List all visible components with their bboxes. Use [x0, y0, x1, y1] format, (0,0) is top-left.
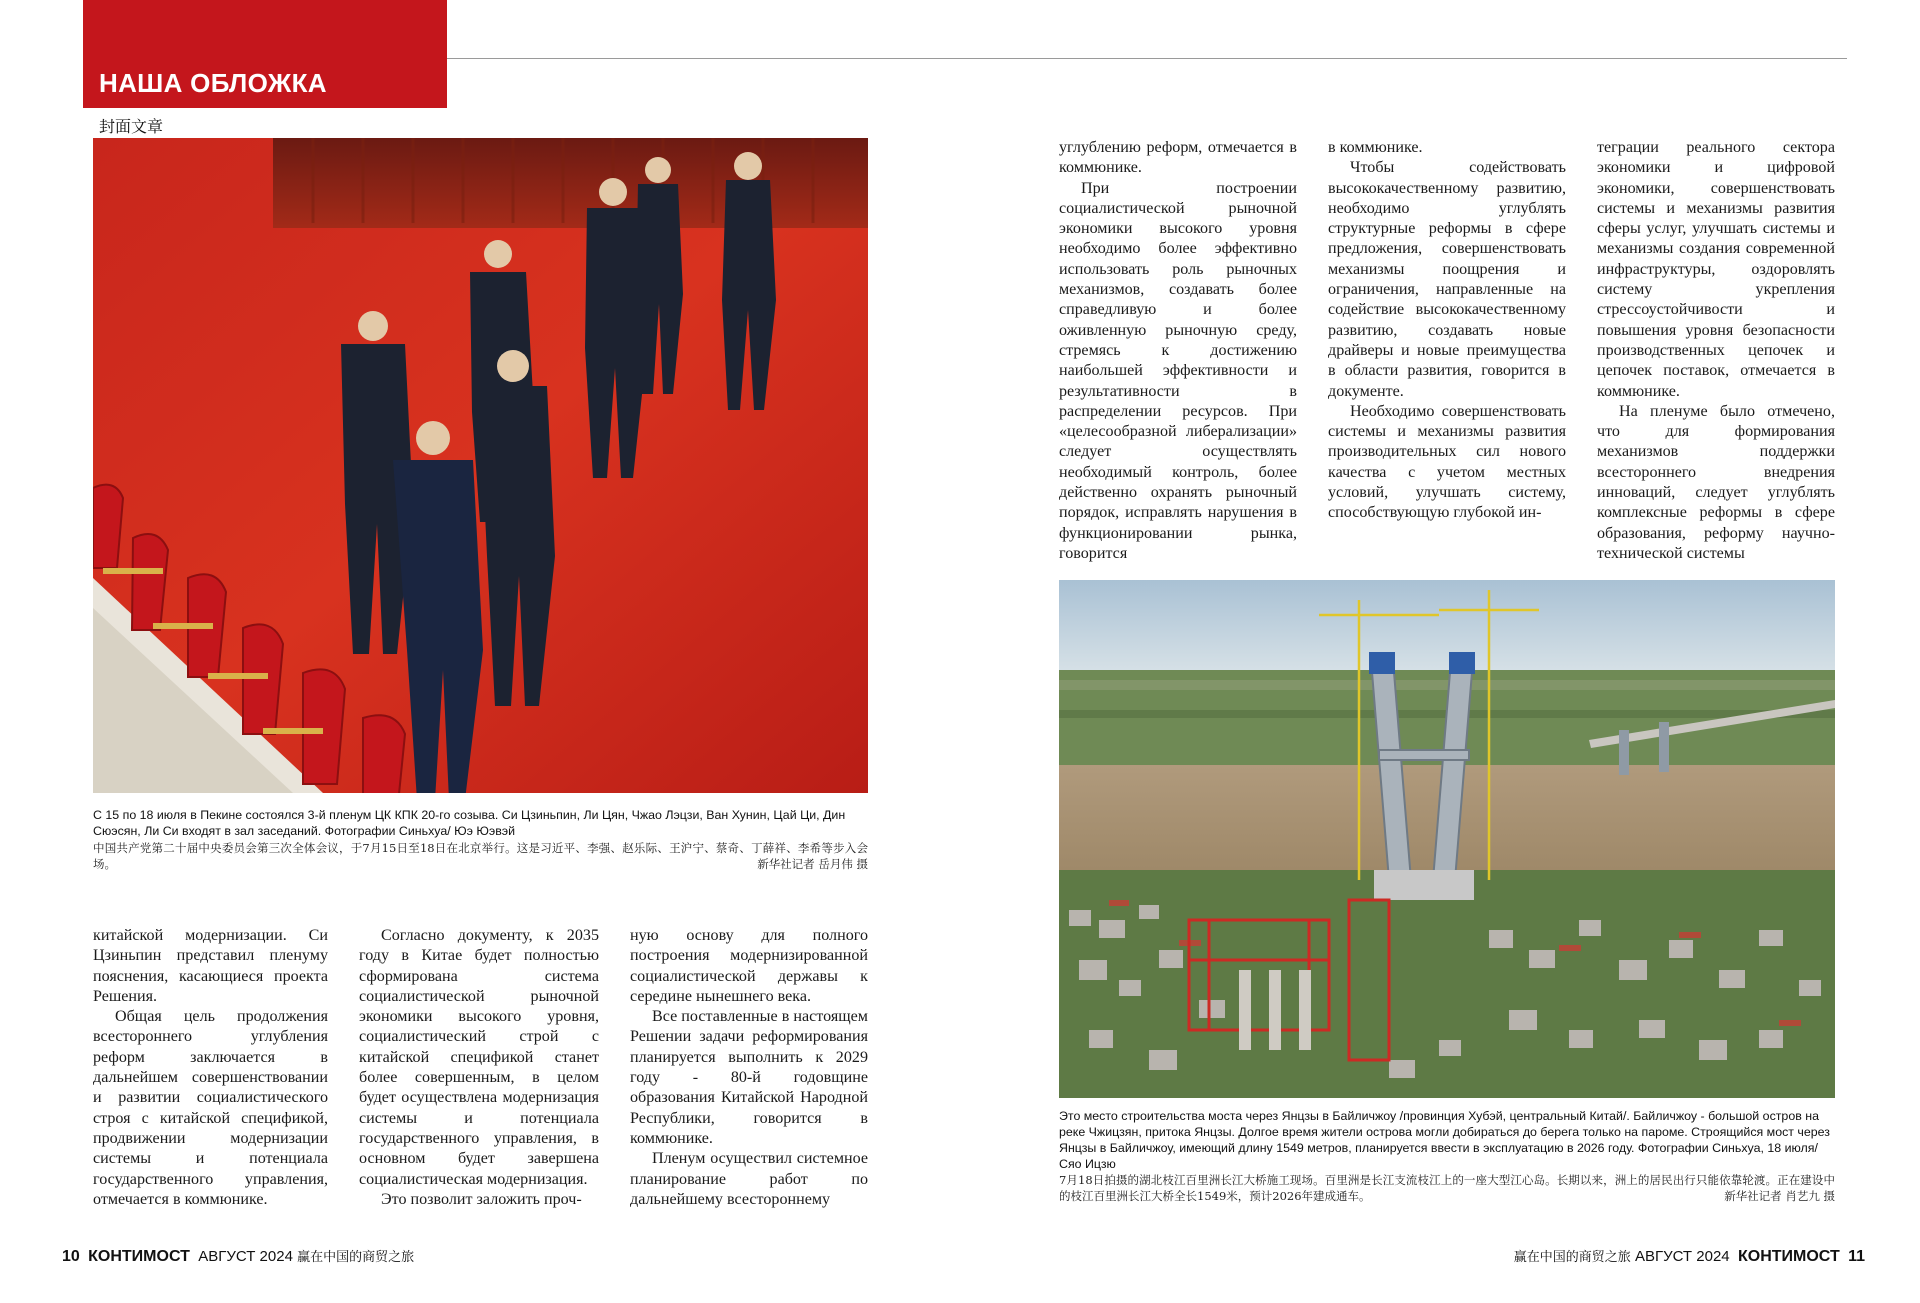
section-title: НАША ОБЛОЖКА	[99, 68, 327, 98]
paragraph: Согласно документу, к 2035 году в Китае будет полностью сформирована система социалистической рыночной экономики высокого уровня, социалистический строй с китайской спецификой станет более совершенным, в целом будет осуществлена модернизация системы и потенциала государственного управления, в основном будет завершена социалистическая модернизация.	[359, 927, 599, 1188]
right-column-1	[1059, 138, 1297, 564]
issue-date-right: АВГУСТ 2024	[1634, 1248, 1730, 1265]
paragraph: ную основу для полного построения модернизированной социалистической державы к середине нынешнего века.	[630, 927, 868, 1005]
paragraph: При построении социалистической рыночной экономики высокого уровня необходимо более эффективно использовать роль рыночных механизмов, создавать более справедливую и более оживленную рыночную среду, стремясь к достижению наибольшей эффективности и результативности в распределении ресурсов. При «целесообразной либерализации» следует осуществлять необходимый контроль, более действенно охранять рыночный порядок, исправлять нарушения в функционировании рынка, говорится	[1059, 179, 1297, 562]
paragraph: китайской модернизации. Си Цзиньпин представил пленуму пояснения, касающиеся проекта Решения.	[93, 927, 328, 1005]
leaders-photo	[93, 138, 868, 793]
page-number-left: 10	[62, 1248, 80, 1265]
tagline-left: 赢在中国的商贸之旅	[297, 1250, 415, 1265]
paragraph: Все поставленные в настоящем Решении задачи реформирования планируется выполнить к 2029 году - 80-й годовщине образования Китайской Народной Республики, говорится в коммюнике.	[630, 1008, 868, 1147]
leaders-photo-caption: С 15 по 18 июля в Пекине состоялся 3-й пленум ЦК КПК 20-го созыва. Си Цзиньпин, Ли Цян, Чжао Лэцзи, Ван Хунин, Цай Ци, Дин Сюэсян, Ли Си входят в зал заседаний. Фотографии Синьхуа/ Юэ Юэвэй	[93, 808, 846, 838]
bridge-photo-caption-zh	[1059, 1172, 1835, 1204]
left-column-2	[359, 926, 599, 1210]
tagline-right: 赢在中国的商贸之旅	[1513, 1250, 1631, 1265]
paragraph: в коммюнике.	[1328, 139, 1423, 156]
left-column-3	[630, 926, 868, 1210]
paragraph: теграции реального сектора экономики и цифровой экономики, совершенствовать системы и механизмы развития сферы услуг, улучшать системы и механизмы создания современной инфраструктуры, оздоровлять систему укрепления стрессоустойчивости и повышения уровня безопасности производственных цепочек и цепочек поставок, отмечается в коммюнике.	[1597, 139, 1835, 400]
brand-right: КОНТИМОСТ	[1737, 1248, 1840, 1265]
leaders-photo-credit: 新华社记者 岳月伟 摄	[757, 857, 868, 871]
leaders-caption-zh-text: 中国共产党第二十届中央委员会第三次全体会议，于7月15日至18日在北京举行。这是习近平、李强、赵乐际、王沪宁、蔡奇、丁薛祥、李希等步入会场。	[93, 841, 868, 871]
leaders-photo-caption-zh	[93, 840, 868, 872]
paragraph: Чтобы содействовать высококачественному развитию, необходимо углублять структурные реформы в сфере предложения, совершенствовать механизмы поощрения и ограничения, направленные на содействие высококачественному развитию, создавать новые драйверы и новые преимущества в области развития, говорится в документе.	[1328, 159, 1566, 400]
bridge-photo	[1059, 580, 1835, 1098]
paragraph: углублению реформ, отмечается в коммюнике.	[1059, 139, 1297, 177]
footer-left	[62, 1246, 414, 1266]
issue-date-left: АВГУСТ 2024	[198, 1248, 293, 1265]
right-column-2	[1328, 138, 1566, 524]
page-number-right: 11	[1848, 1248, 1865, 1265]
paragraph: Необходимо совершенствовать системы и механизмы развития производительных сил нового качества с учетом местных условий, улучшать систему, способствующую глубокой ин-	[1328, 402, 1566, 522]
section-subtitle: 封面文章	[99, 117, 164, 136]
brand-left: КОНТИМОСТ	[88, 1248, 190, 1265]
bridge-photo-credit: 新华社记者 肖艺九 摄	[1724, 1189, 1835, 1203]
top-rule	[447, 58, 1847, 59]
footer-right	[1514, 1246, 1865, 1266]
paragraph: Это позволит заложить проч-	[381, 1190, 582, 1208]
paragraph: Пленум осуществил системное планирование работ по дальнейшему всестороннему	[630, 1150, 868, 1208]
paragraph: Общая цель продолжения всестороннего углубления реформ заключается в дальнейшем совершенствовании и развитии социалистического строя с китайской спецификой, продвижении модернизации системы и потенциала государственного управления, отмечается в коммюнике.	[93, 1008, 328, 1208]
paragraph: На пленуме было отмечено, что для формирования механизмов поддержки всестороннего внедрения инноваций, следует углублять комплексные реформы в сфере образования, реформу научно-технической системы	[1597, 402, 1835, 562]
left-column-1	[93, 926, 328, 1210]
bridge-caption-zh-text: 7月18日拍摄的湖北枝江百里洲长江大桥施工现场。百里洲是长江支流枝江上的一座大型江心岛。长期以来，洲上的居民出行只能依靠轮渡。正在建设中的枝江百里洲长江大桥全长1549米，预计2026年建成通车。	[1059, 1173, 1835, 1203]
right-column-3	[1597, 138, 1835, 564]
bridge-photo-caption: Это место строительства моста через Янцзы в Байличжоу /провинция Хубэй, центральный Китай/. Байличжоу - большой остров на реке Чжицзян, притока Янцзы. Долгое время жители острова могли добираться до берега только на пароме. Строящийся мост через Янцзы в Байличжоу, имеющий длину 1549 метров, планируется ввести в эксплуатацию в 2026 году. Фотографии Синьхуа, 18 июля/ Сяо Ицзю	[1059, 1109, 1830, 1171]
